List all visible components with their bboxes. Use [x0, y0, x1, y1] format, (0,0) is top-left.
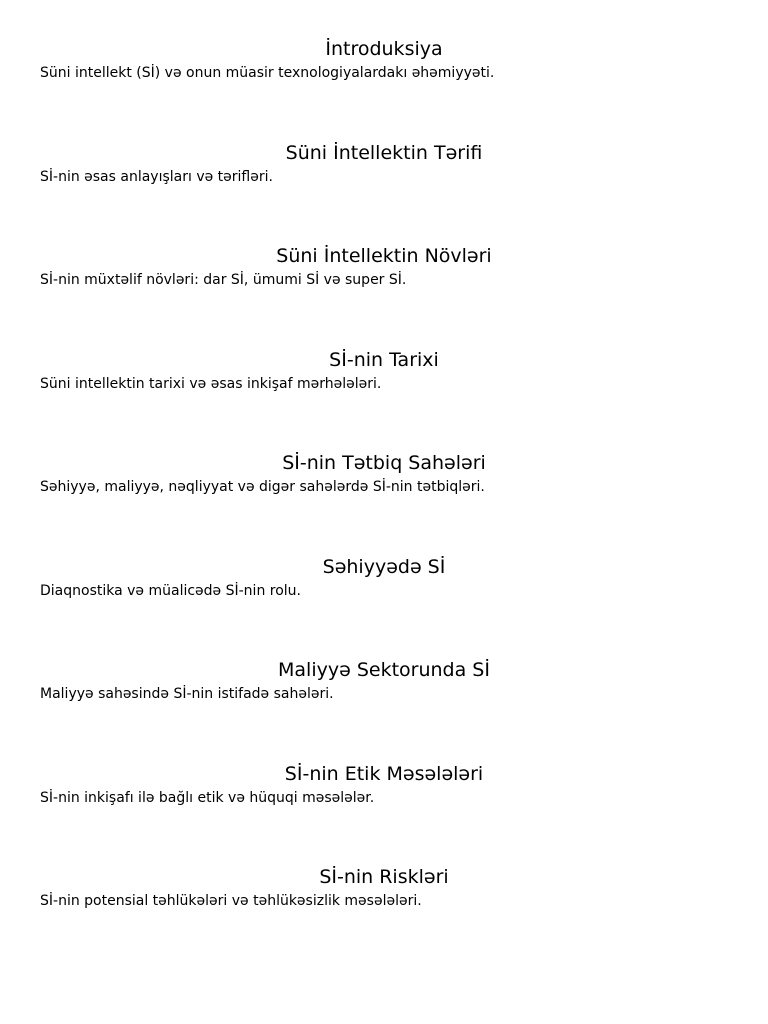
section-history	[0, 348, 768, 392]
section-healthcare	[0, 555, 768, 599]
section-heading: Sİ-nin Etik Məsələləri	[284, 763, 484, 785]
section-heading: Sİ-nin Tarixi	[329, 349, 439, 371]
section-description: Süni intellektin tarixi və əsas inkişaf mərhələləri.	[40, 376, 382, 392]
section-description: Sİ-nin əsas anlayışları və tərifləri.	[40, 169, 273, 185]
section-description: Diaqnostika və müalicədə Sİ-nin rolu.	[40, 583, 301, 599]
section-risks	[0, 865, 768, 909]
section-description: Sİ-nin müxtəlif növləri: dar Sİ, ümumi Sİ və super Sİ.	[40, 272, 407, 288]
section-heading: Maliyyə Sektorunda Sİ	[278, 659, 490, 681]
section-introduction	[0, 37, 768, 81]
section-heading: Sİ-nin Riskləri	[319, 866, 449, 888]
section-description: Maliyyə sahəsində Sİ-nin istifadə sahələri.	[40, 686, 334, 702]
section-heading: Süni İntellektin Növləri	[276, 245, 492, 267]
section-heading: İntroduksiya	[325, 38, 443, 60]
section-heading: Səhiyyədə Sİ	[322, 556, 446, 578]
section-finance	[0, 658, 768, 702]
section-ethics	[0, 762, 768, 806]
section-definition	[0, 141, 768, 185]
section-types	[0, 244, 768, 288]
section-description: Süni intellekt (Sİ) və onun müasir texnologiyalardakı əhəmiyyəti.	[40, 65, 495, 81]
section-heading: Süni İntellektin Tərifi	[285, 142, 483, 164]
section-heading: Sİ-nin Tətbiq Sahələri	[282, 452, 486, 474]
section-description: Sİ-nin potensial təhlükələri və təhlükəsizlik məsələləri.	[40, 893, 422, 909]
section-applications	[0, 451, 768, 495]
section-description: Sİ-nin inkişafı ilə bağlı etik və hüquqi məsələlər.	[40, 790, 375, 806]
section-description: Səhiyyə, maliyyə, nəqliyyat və digər sahələrdə Sİ-nin tətbiqləri.	[40, 479, 485, 495]
